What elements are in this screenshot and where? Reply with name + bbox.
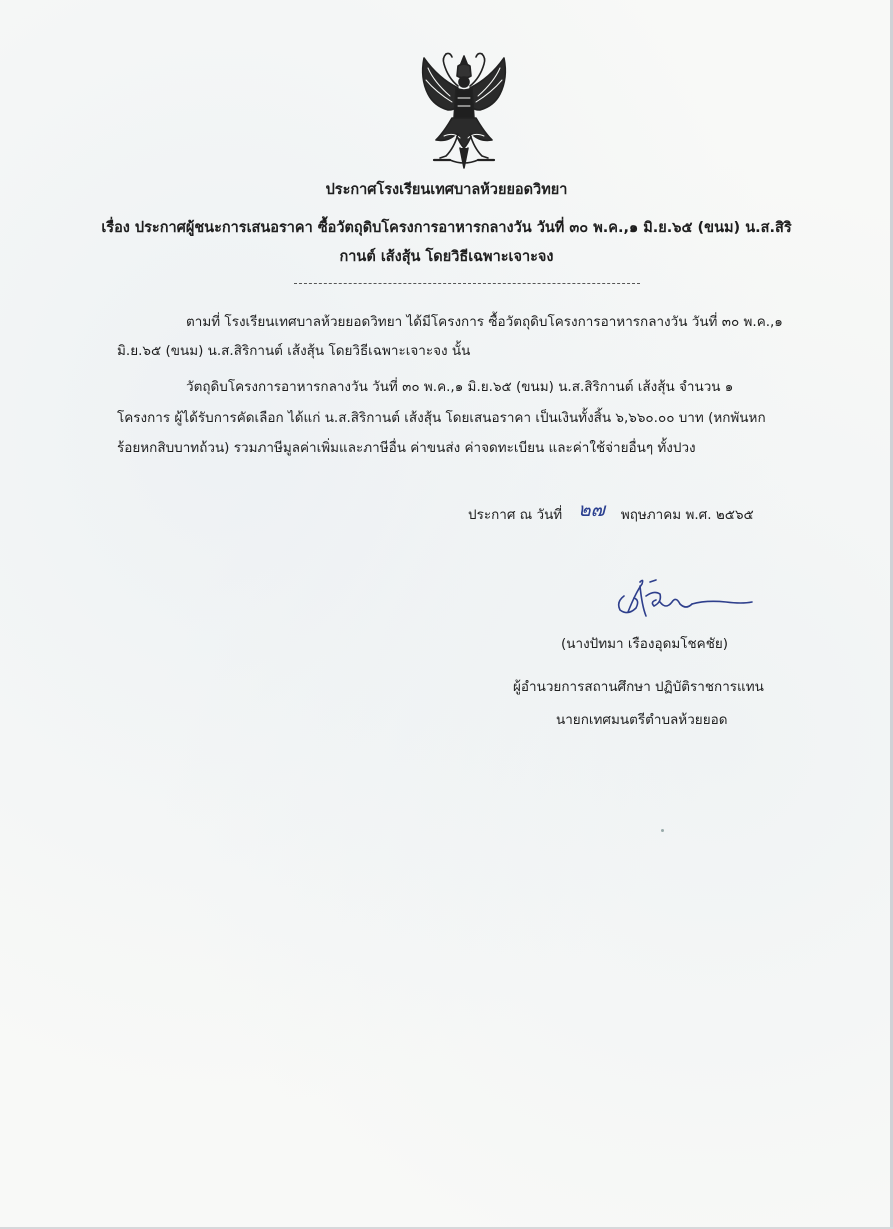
handwritten-signature — [606, 572, 756, 630]
document-title: ประกาศโรงเรียนเทศบาลห้วยยอดวิทยา — [325, 182, 568, 198]
scan-speck — [661, 829, 664, 832]
handwritten-day: ๒๗ — [578, 499, 605, 521]
subject-line-continued: กานต์ เส้งสุ้น โดยวิธีเฉพาะเจาะจง — [339, 249, 554, 265]
date-month-year: พฤษภาคม พ.ศ. ๒๕๖๕ — [620, 507, 754, 523]
subject-line: เรื่อง ประกาศผู้ชนะการเสนอราคา ซื้อวัตถุดิบโครงการอาหารกลางวัน วันที่ ๓๐ พ.ค.,๑ มิ.ย.๖๕ (ขนม) น.ส.สิริ — [101, 220, 792, 236]
announcement-date — [468, 498, 754, 528]
paragraph-1-line-1: ตามที่ โรงเรียนเทศบาลห้วยยอดวิทยา ได้มีโครงการ ซื้อวัตถุดิบโครงการอาหารกลางวัน วันที่ ๓๐ พ.ค.,๑ — [186, 314, 783, 330]
signatory-name: (นางปัทมา เรืองอุดมโชคชัย) — [561, 636, 729, 652]
paragraph-2-line-3: ร้อยหกสิบบาทถ้วน) รวมภาษีมูลค่าเพิ่มและภาษีอื่น ค่าขนส่ง ค่าจดทะเบียน และค่าใช้จ่ายอื่นๆ ทั้งปวง — [117, 440, 696, 456]
separator-rule — [0, 276, 893, 287]
date-prefix: ประกาศ ณ วันที่ — [468, 507, 563, 523]
garuda-emblem — [414, 48, 514, 172]
signatory-position-continued: นายกเทศมนตรีตำบลห้วยยอด — [556, 712, 728, 728]
paragraph-2-line-1: วัตถุดิบโครงการอาหารกลางวัน วันที่ ๓๐ พ.ค.,๑ มิ.ย.๖๕ (ขนม) น.ส.สิริกานต์ เส้งสุ้น จำนวน ๑ — [186, 379, 734, 395]
paragraph-2-line-2: โครงการ ผู้ได้รับการคัดเลือก ได้แก่ น.ส.สิริกานต์ เส้งสุ้น โดยเสนอราคา เป็นเงินทั้งสิ้น ๖,๖๖๐.๐๐ บาท (หกพันหก — [117, 410, 766, 426]
signatory-position: ผู้อำนวยการสถานศึกษา ปฏิบัติราชการแทน — [513, 679, 764, 695]
paragraph-1-line-2: มิ.ย.๖๕ (ขนม) น.ส.สิริกานต์ เส้งสุ้น โดยวิธีเฉพาะเจาะจง นั้น — [117, 343, 471, 359]
